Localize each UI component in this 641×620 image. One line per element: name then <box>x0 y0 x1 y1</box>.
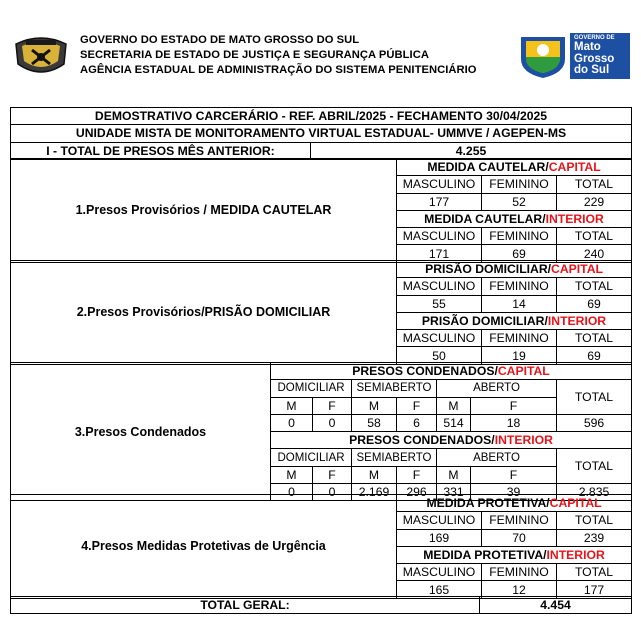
s3-interior-sm-label: M <box>352 466 397 483</box>
s3-interior-header: PRESOS CONDENADOS/INTERIOR <box>271 432 632 449</box>
report-title: DEMOSTRATIVO CARCERÁRIO - REF. ABRIL/2025 - FECHAMENTO 30/04/2025 <box>11 108 632 125</box>
section-3-label: 3.Presos Condenados <box>11 363 271 501</box>
section-1-label: 1.Presos Provisórios / MEDIDA CAUTELAR <box>11 159 397 263</box>
s1-interior-masc-label: MASCULINO <box>397 228 482 245</box>
s3-interior-am-label: M <box>437 466 471 483</box>
s3-capital-sm: 58 <box>352 414 397 431</box>
s2-interior-masc-label: MASCULINO <box>397 330 482 347</box>
s4-interior-total: 177 <box>557 581 632 598</box>
s1-interior-header: MEDIDA CAUTELAR/INTERIOR <box>397 210 632 227</box>
s3-interior-dm: 0 <box>271 484 313 501</box>
s3-capital-domiciliar-label: DOMICILIAR <box>271 380 352 397</box>
logo-line-3: do Sul <box>574 64 610 76</box>
s4-capital-header: MEDIDA PROTETIVA/CAPITAL <box>397 495 632 512</box>
s4-capital-fem: 70 <box>482 529 557 546</box>
s2-interior-header: PRISÃO DOMICILIAR/INTERIOR <box>397 312 632 329</box>
s1-capital-total: 229 <box>557 193 632 210</box>
s2-capital-fem: 14 <box>482 295 557 312</box>
header-line-2: SECRETARIA DE ESTADO DE JUSTIÇA E SEGURANÇA PÚBLICA <box>80 49 429 61</box>
s3-capital-sm-label: M <box>352 397 397 414</box>
s3-capital-semiaberto-label: SEMIABERTO <box>352 380 437 397</box>
s4-interior-header: MEDIDA PROTETIVA/INTERIOR <box>397 546 632 563</box>
s3-capital-af-label: F <box>471 397 557 414</box>
s3-interior-domiciliar-label: DOMICILIAR <box>271 449 352 466</box>
s4-capital-total-label: TOTAL <box>557 512 632 529</box>
section-3-table <box>10 362 632 501</box>
agepen-badge-icon <box>12 30 70 78</box>
s1-interior-fem: 69 <box>482 245 557 262</box>
s1-capital-fem: 52 <box>482 193 557 210</box>
s3-interior-af-label: F <box>471 466 557 483</box>
s4-interior-masc: 165 <box>397 581 482 598</box>
s3-capital-af: 18 <box>471 414 557 431</box>
grand-total-value: 4.454 <box>480 597 632 614</box>
report-unit: UNIDADE MISTA DE MONITORAMENTO VIRTUAL ESTADUAL- UMMVE / AGEPEN-MS <box>11 125 632 142</box>
s2-capital-masc: 55 <box>397 295 482 312</box>
s3-capital-sf-label: F <box>397 397 437 414</box>
s1-interior-total: 240 <box>557 245 632 262</box>
s4-capital-total: 239 <box>557 529 632 546</box>
s3-capital-df-label: F <box>313 397 352 414</box>
s3-capital-header: PRESOS CONDENADOS/CAPITAL <box>271 363 632 380</box>
previous-total-value: 4.255 <box>311 142 632 159</box>
s3-capital-dm: 0 <box>271 414 313 431</box>
s3-interior-sm: 2.169 <box>352 484 397 501</box>
logo-small-text: GOVERNO DE <box>574 35 615 41</box>
s3-capital-am: 514 <box>437 414 471 431</box>
grand-total-label: TOTAL GERAL: <box>11 597 480 614</box>
s4-capital-fem-label: FEMININO <box>482 512 557 529</box>
header-line-1: GOVERNO DO ESTADO DE MATO GROSSO DO SUL <box>80 34 360 46</box>
s2-interior-masc: 50 <box>397 347 482 364</box>
s3-interior-am: 331 <box>437 484 471 501</box>
s3-interior-total: 2.835 <box>557 484 632 501</box>
document-header <box>0 0 641 100</box>
s3-interior-af: 39 <box>471 484 557 501</box>
s3-capital-total-label: TOTAL <box>557 380 632 415</box>
s4-interior-total-label: TOTAL <box>557 564 632 581</box>
s2-capital-header: PRISÃO DOMICILIAR/CAPITAL <box>397 261 632 278</box>
s2-interior-total-label: TOTAL <box>557 330 632 347</box>
section-4-table <box>10 494 632 599</box>
s3-interior-sf: 296 <box>397 484 437 501</box>
s4-interior-masc-label: MASCULINO <box>397 564 482 581</box>
s3-capital-dm-label: M <box>271 397 313 414</box>
logo-line-1: Mato <box>574 41 601 53</box>
s2-interior-total: 69 <box>557 347 632 364</box>
s3-capital-sf: 6 <box>397 414 437 431</box>
s1-capital-total-label: TOTAL <box>557 176 632 193</box>
s1-capital-fem-label: FEMININO <box>482 176 557 193</box>
previous-total-label: I - TOTAL DE PRESOS MÊS ANTERIOR: <box>11 142 311 159</box>
s2-interior-fem-label: FEMININO <box>482 330 557 347</box>
s2-capital-total-label: TOTAL <box>557 278 632 295</box>
s4-interior-fem: 12 <box>482 581 557 598</box>
s2-interior-fem: 19 <box>482 347 557 364</box>
s3-capital-df: 0 <box>313 414 352 431</box>
ms-government-logo <box>518 31 631 81</box>
s3-interior-aberto-label: ABERTO <box>437 449 557 466</box>
report-header-table <box>10 107 632 160</box>
s3-interior-df: 0 <box>313 484 352 501</box>
s3-capital-total: 596 <box>557 414 632 431</box>
s1-interior-fem-label: FEMININO <box>482 228 557 245</box>
ms-shield-icon <box>518 33 568 79</box>
grand-total-table <box>10 596 632 614</box>
s2-capital-fem-label: FEMININO <box>482 278 557 295</box>
s4-capital-masc: 169 <box>397 529 482 546</box>
s2-capital-masc-label: MASCULINO <box>397 278 482 295</box>
logo-line-2: Grosso <box>574 52 615 65</box>
header-line-3: AGÊNCIA ESTADUAL DE ADMINISTRAÇÃO DO SISTEMA PENITENCIÁRIO <box>80 64 477 76</box>
s1-capital-masc: 177 <box>397 193 482 210</box>
s3-interior-sf-label: F <box>397 466 437 483</box>
section-2-label: 2.Presos Provisórios/PRISÃO DOMICILIAR <box>11 261 397 365</box>
section-2-table <box>10 260 632 365</box>
s1-capital-header: MEDIDA CAUTELAR/CAPITAL <box>397 159 632 176</box>
section-4-label: 4.Presos Medidas Protetivas de Urgência <box>11 495 397 599</box>
s3-interior-total-label: TOTAL <box>557 449 632 484</box>
s2-capital-total: 69 <box>557 295 632 312</box>
s3-capital-am-label: M <box>437 397 471 414</box>
s1-capital-masc-label: MASCULINO <box>397 176 482 193</box>
s1-interior-total-label: TOTAL <box>557 228 632 245</box>
s3-interior-semiaberto-label: SEMIABERTO <box>352 449 437 466</box>
s1-interior-masc: 171 <box>397 245 482 262</box>
s3-interior-df-label: F <box>313 466 352 483</box>
s3-capital-aberto-label: ABERTO <box>437 380 557 397</box>
s4-interior-fem-label: FEMININO <box>482 564 557 581</box>
section-1-table <box>10 158 632 263</box>
s3-interior-dm-label: M <box>271 466 313 483</box>
s4-capital-masc-label: MASCULINO <box>397 512 482 529</box>
